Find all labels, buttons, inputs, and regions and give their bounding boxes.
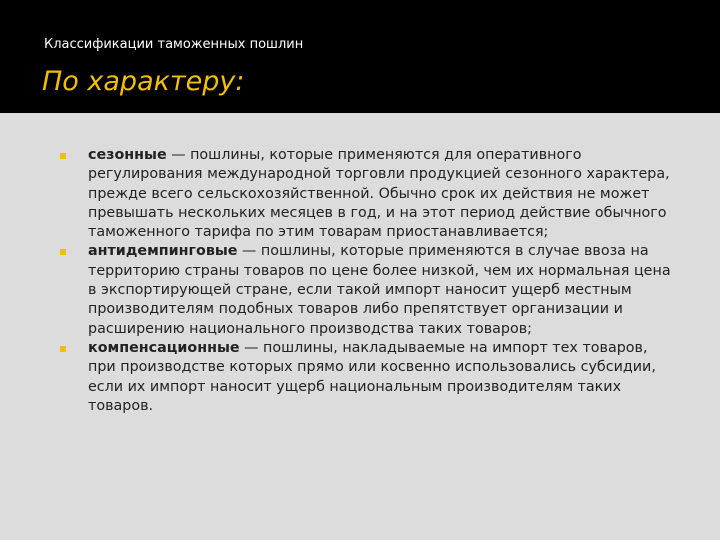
bullet-list <box>0 146 720 416</box>
item-term: компенсационные <box>88 339 240 356</box>
item-term: сезонные <box>88 147 167 163</box>
item-description: — пошлины, которые применяются для оперативного регулирования международной торговли продукцией сезонного характера, прежде всего сельскохозяйственной. Обычно срок их действия не может превышать нескольких месяцев в год, и на этот период действие обычного таможенного тарифа по этим товарам приостанавливается; <box>88 147 670 241</box>
item-text <box>88 146 678 242</box>
square-bullet-icon <box>60 153 66 159</box>
square-bullet-icon <box>60 249 66 255</box>
list-item <box>0 146 678 242</box>
item-description: — пошлины, накладываемые на импорт тех товаров, при производстве которых прямо или косвенно использовались субсидии, если их импорт наносит ущерб национальным производителям таких товаров. <box>88 339 656 414</box>
slide-subtitle: Классификации таможенных пошлин <box>44 37 304 52</box>
list-item <box>0 339 678 416</box>
item-term: антидемпинговые <box>88 243 238 260</box>
slide-title: По характеру: <box>42 66 245 97</box>
item-text <box>88 339 678 416</box>
square-bullet-icon <box>60 346 66 352</box>
item-description: — пошлины, которые применяются в случае ввоза на территорию страны товаров по цене более низкой, чем их нормальная цена в экспортирующей стране, если такой импорт наносит ущерб местным производителям подобных товаров либо препятствует организации и расширению национального производства таких товаров; <box>88 243 671 337</box>
header-bar <box>0 0 720 113</box>
item-text <box>88 242 678 338</box>
list-item <box>0 242 678 338</box>
